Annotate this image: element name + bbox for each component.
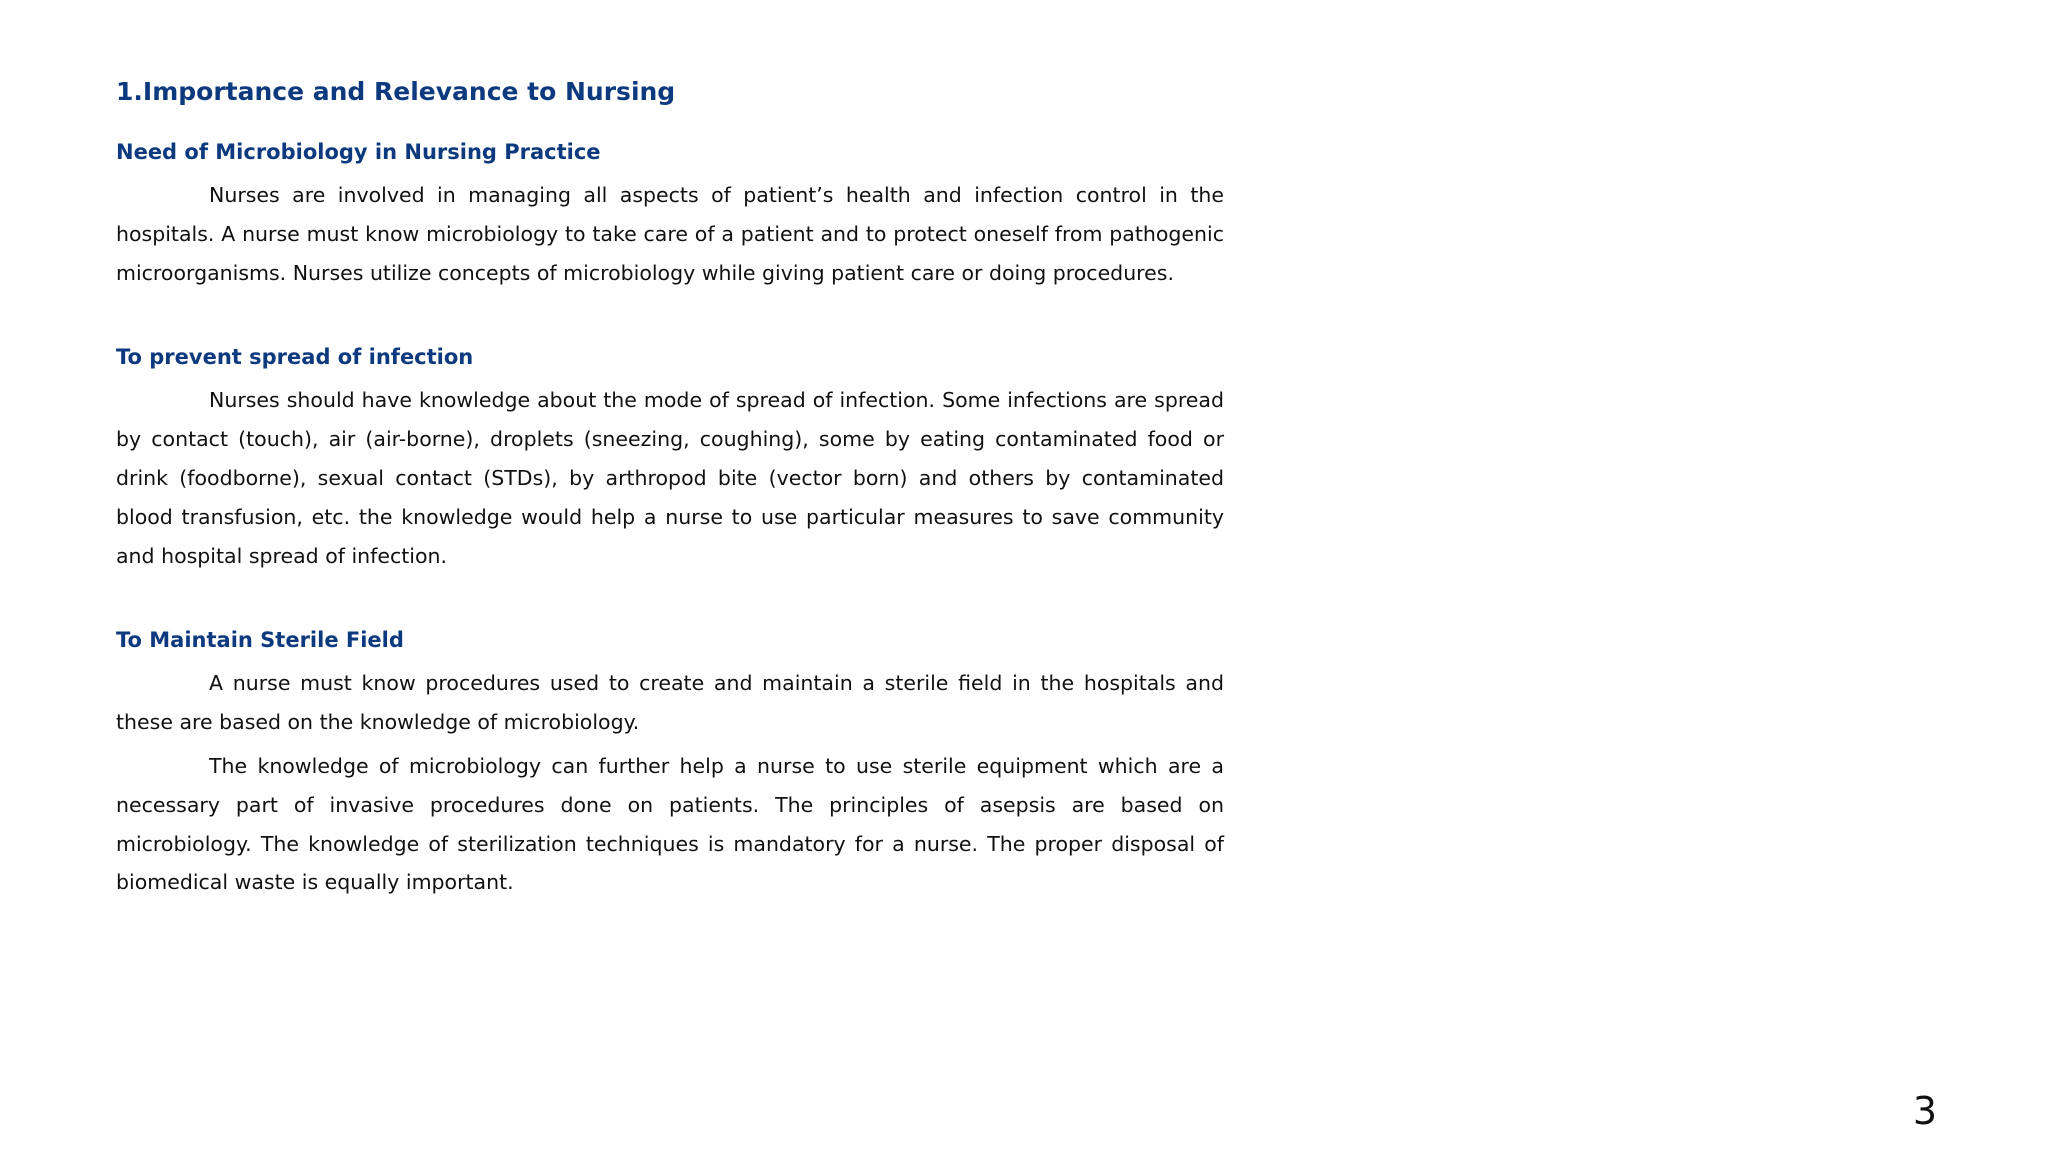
section-need-of-microbiology <box>116 134 1224 292</box>
paragraph: A nurse must know procedures used to create and maintain a sterile field in the hospitals and these are based on the knowledge of microbiology. <box>116 671 1224 735</box>
section-spacer <box>116 580 1224 622</box>
document-page <box>116 72 1224 907</box>
section-heading: To Maintain Sterile Field <box>116 628 404 653</box>
paragraph: Nurses are involved in managing all aspects of patient’s health and infection control in the hospitals. A nurse must know microbiology to take care of a patient and to protect oneself from pathogenic microorganisms. Nurses utilize concepts of microbiology while giving patient care or doing procedures. <box>116 183 1224 285</box>
page-number: 3 <box>1912 1089 1937 1133</box>
section-sterile-field <box>116 622 1224 902</box>
section-heading: Need of Microbiology in Nursing Practice <box>116 140 601 164</box>
paragraph: Nurses should have knowledge about the mode of spread of infection. Some infections are spread by contact (touch), air (air-borne), droplets (sneezing, coughing), some by eating contaminated food or drink (foodborne), sexual contact (STDs), by arthropod bite (vector born) and others by contaminated blood transfusion, etc. the knowledge would help a nurse to use particular measures to save community and hospital spread of infection. <box>116 388 1224 568</box>
page-title: 1.Importance and Relevance to Nursing <box>116 77 676 106</box>
section-prevent-spread <box>116 339 1224 575</box>
paragraph: The knowledge of microbiology can further help a nurse to use sterile equipment which are a necessary part of invasive procedures done on patients. The principles of asepsis are based on microbiology. The knowledge of sterilization techniques is mandatory for a nurse. The proper disposal of biomedical waste is equally important. <box>116 753 1224 895</box>
section-heading: To prevent spread of infection <box>116 345 474 370</box>
section-spacer <box>116 297 1224 339</box>
